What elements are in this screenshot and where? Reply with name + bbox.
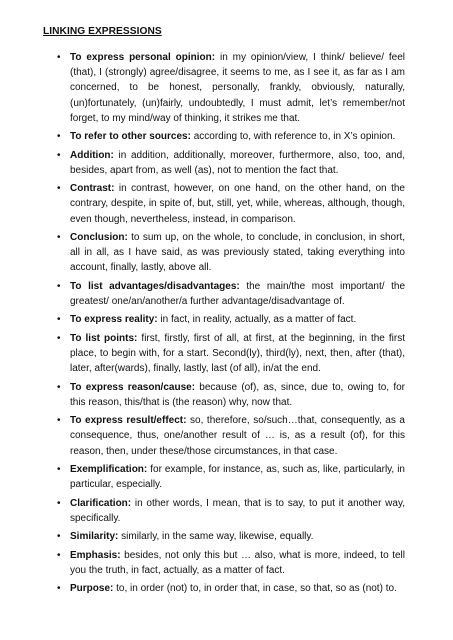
bullet-icon: • <box>57 497 61 509</box>
item-term: To list points: <box>70 332 138 344</box>
bullet-icon: • <box>57 332 61 344</box>
bullet-icon: • <box>57 463 61 475</box>
bullet-icon: • <box>57 280 61 292</box>
item-term: To express personal opinion: <box>70 52 216 63</box>
bullet-icon: • <box>57 381 61 393</box>
list-item-list-points <box>0 331 453 377</box>
item-text: in addition, additionally, moreover, furthermore, also, too, and, besides, apart from, as well (as), not to mention the fact that. <box>70 149 405 176</box>
bullet-icon: • <box>57 149 61 161</box>
bullet-icon: • <box>57 183 61 195</box>
list-item-advantages-disadvantages <box>0 279 453 309</box>
item-term: Addition: <box>70 149 114 161</box>
item-term: Exemplification: <box>70 463 148 475</box>
list-item-emphasis <box>0 548 453 578</box>
bullet-icon: • <box>57 549 61 561</box>
item-text: for example, for instance, as, such as, like, particularly, in particular, especially. <box>70 463 405 491</box>
item-term: To refer to other sources: <box>70 131 191 143</box>
item-term: Emphasis: <box>70 549 121 561</box>
document-title: LINKING EXPRESSIONS <box>43 26 162 37</box>
list-item-reality <box>0 312 453 327</box>
item-term: Conclusion: <box>70 231 128 243</box>
item-text: similarly, in the same way, likewise, equally. <box>118 531 314 543</box>
item-text: in other words, I mean, that is to say, to put it another way, specifically. <box>70 497 405 524</box>
item-term: To express reason/cause: <box>70 381 196 393</box>
item-text: the main/the most important/ the greatest/ one/an/another/a further advantage/disadvantage of. <box>70 280 406 307</box>
item-term: Purpose: <box>70 583 114 595</box>
list-item-contrast <box>0 181 453 227</box>
bullet-icon: • <box>57 131 61 143</box>
item-text: besides, not only this but … also, what is more, indeed, to tell you the truth, in fact, actually, as a matter of fact. <box>70 549 405 576</box>
item-text: first, firstly, first of all, at first, at the beginning, in the first place, to begin with, for a start. Second(ly), third(ly), next, then, after (that), later, after(wards), finally, lastly, last (of all), in/at the end. <box>70 332 406 375</box>
item-term: To express result/effect: <box>70 415 187 427</box>
item-text: because (of), as, since, due to, owing to, for this reason, this/that is (the reason) why, now that. <box>70 381 405 408</box>
item-term: Contrast: <box>70 183 115 195</box>
list-item-conclusion <box>0 230 453 276</box>
list-item-reason-cause <box>0 380 453 410</box>
item-text: according to, with reference to, in X’s opinion. <box>190 131 396 143</box>
bullet-icon: • <box>57 531 61 543</box>
bullet-icon: • <box>57 415 61 427</box>
item-term: Similarity: <box>70 531 119 543</box>
list-item-similarity <box>0 529 453 544</box>
item-term: To express reality: <box>70 314 158 326</box>
linking-expressions-list <box>0 50 453 600</box>
list-item-personal-opinion <box>0 50 453 126</box>
list-item-other-sources <box>0 129 453 144</box>
item-text: in fact, in reality, actually, as a matter of fact. <box>157 314 357 326</box>
item-term: To list advantages/disadvantages: <box>70 280 240 292</box>
item-text: so, therefore, so/such…that, consequently, as a consequence, thus, one/another result of … is, as a result (of), for this reason, then, under these/those circumstances, in that case. <box>70 415 405 457</box>
item-text: in contrast, however, on one hand, on the other hand, on the contrary, despite, in spite of, but, still, yet, while, whereas, although, though, even though, nevertheless, instead, in comparison. <box>70 183 405 225</box>
bullet-icon: • <box>57 231 61 243</box>
item-text: in my opinion/view, I think/ believe/ feel (that), I (strongly) agree/disagree, it seems to me, as I see it, as far as I am concerned, to be honest, personally, frankly, obviously, naturally, (un)fortunately, (un)fairly, undoubtedly, I must admit, let’s remember/not forget, to my mind/way of thinking, it strikes me that. <box>70 52 405 124</box>
list-item-result-effect <box>0 413 453 459</box>
list-item-addition <box>0 148 453 178</box>
list-item-clarification <box>0 496 453 526</box>
bullet-icon: • <box>57 52 61 63</box>
list-item-exemplification <box>0 462 453 492</box>
item-text: to sum up, on the whole, to conclude, in conclusion, in short, all in all, as I have said, as was previously stated, taking everything into account, finally, lastly, above all. <box>70 231 405 274</box>
list-item-purpose <box>0 581 453 596</box>
item-term: Clarification: <box>70 497 132 509</box>
bullet-icon: • <box>57 583 61 595</box>
item-text: to, in order (not) to, in order that, in case, so that, so as (not) to. <box>113 583 397 595</box>
bullet-icon: • <box>57 314 61 326</box>
